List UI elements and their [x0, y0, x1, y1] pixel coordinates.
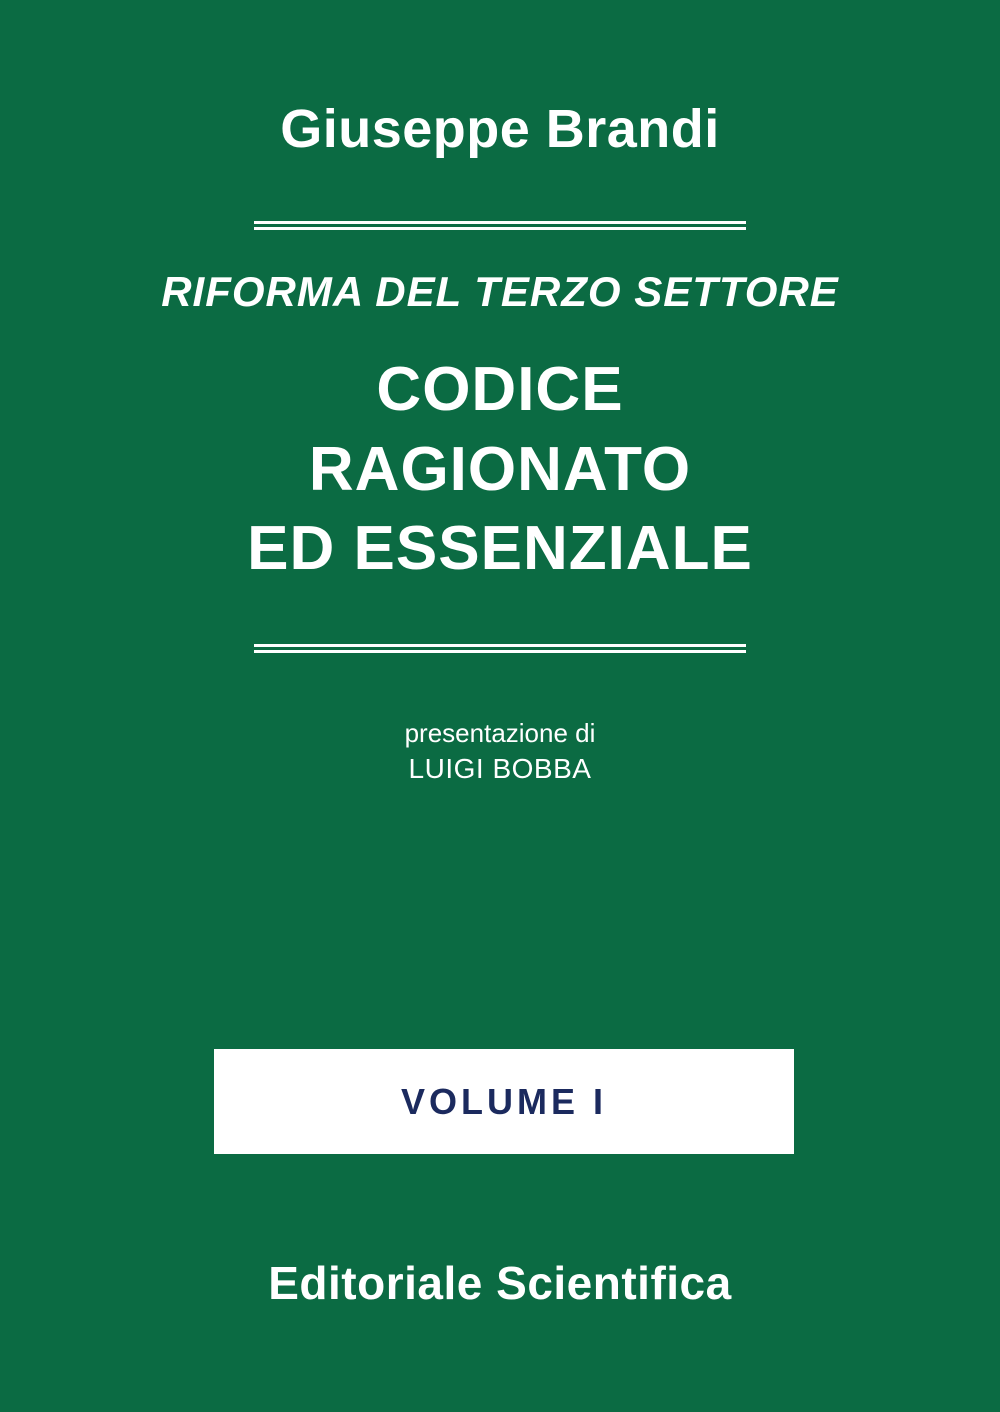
author-name: Giuseppe Brandi: [280, 99, 720, 159]
presenter-name: LUIGI BOBBA: [408, 753, 592, 785]
volume-label: VOLUME I: [400, 1080, 607, 1122]
volume-badge: [214, 1049, 794, 1154]
title-line-2: RAGIONATO: [308, 434, 692, 504]
divider-top: [254, 221, 746, 230]
title-line-1: CODICE: [376, 355, 624, 425]
divider-bottom: [254, 644, 746, 653]
title-line-3: ED ESSENZIALE: [247, 514, 753, 584]
book-title: [247, 350, 753, 588]
presentation-label: presentazione di: [404, 718, 596, 749]
publisher-name: Editoriale Scientifica: [268, 1257, 732, 1309]
series-subtitle: RIFORMA DEL TERZO SETTORE: [161, 268, 839, 316]
